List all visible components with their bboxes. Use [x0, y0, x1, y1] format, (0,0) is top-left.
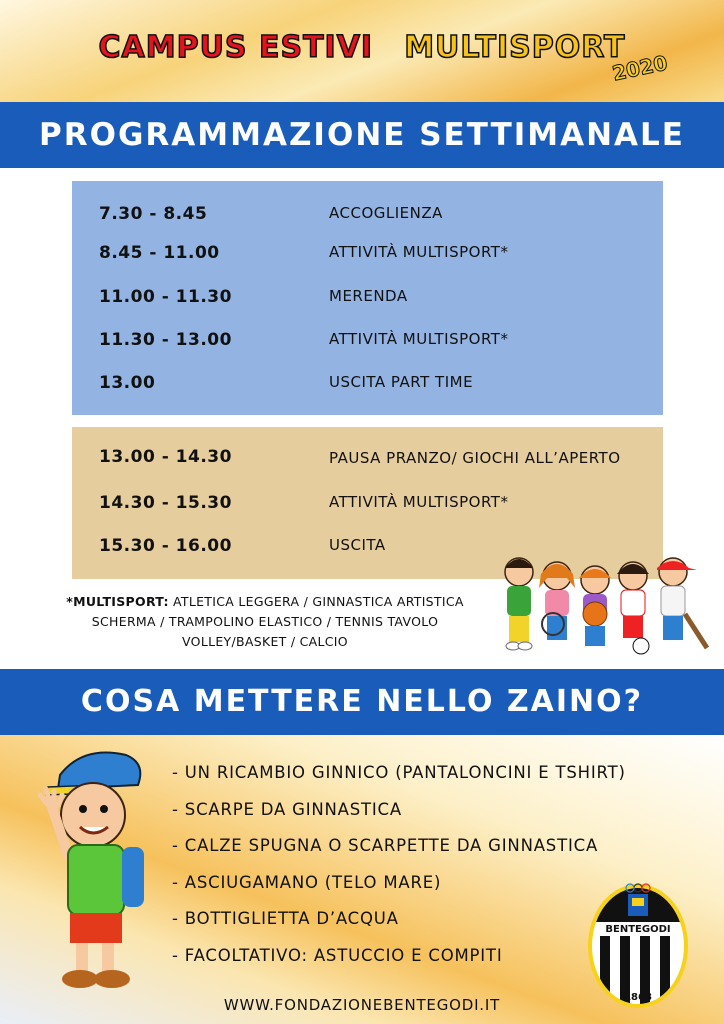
note-line: ATLETICA LEGGERA / GINNASTICA ARTISTICA — [173, 594, 464, 609]
bentegodi-logo — [586, 878, 690, 1010]
schedule-time: 14.30 - 15.30 — [99, 493, 232, 513]
title-year: 2020 — [610, 50, 670, 86]
title-campus-estivi: CAMPUS ESTIVI — [98, 30, 374, 65]
list-item: - ASCIUGAMANO (TELO MARE) — [172, 872, 442, 892]
kid-figure — [579, 566, 611, 646]
list-item: - BOTTIGLIETTA D’ACQUA — [172, 909, 399, 928]
note-label: *MULTISPORT: — [66, 594, 169, 609]
title-multisport: MULTISPORT — [404, 30, 626, 65]
backpack-list — [172, 763, 626, 982]
schedule-activity: USCITA — [329, 536, 386, 554]
schedule-time: 8.45 - 11.00 — [99, 243, 220, 263]
schedule-time: 7.30 - 8.45 — [99, 204, 208, 224]
boy-illustration — [38, 745, 163, 995]
kid-figure — [539, 562, 575, 640]
schedule-activity: USCITA PART TIME — [329, 373, 474, 391]
schedule-activity: MERENDA — [329, 287, 408, 305]
list-item: - CALZE SPUGNA O SCARPETTE DA GINNASTICA — [172, 836, 599, 855]
schedule-time: 13.00 — [99, 373, 156, 393]
note-line: VOLLEY/BASKET / CALCIO — [182, 634, 348, 649]
schedule-time: 11.30 - 13.00 — [99, 330, 232, 350]
schedule-time: 13.00 - 14.30 — [99, 447, 232, 467]
schedule-activity: ACCOGLIENZA — [329, 204, 443, 222]
logo-year: 1868 — [624, 992, 652, 1003]
website-link[interactable]: WWW.FONDAZIONEBENTEGODI.IT — [223, 996, 501, 1014]
schedule-time: 15.30 - 16.00 — [99, 536, 232, 556]
morning-schedule-panel — [72, 181, 663, 415]
kids-illustration — [493, 552, 715, 662]
list-item: - UN RICAMBIO GINNICO (PANTALONCINI E TSHIRT) — [172, 763, 626, 782]
kid-figure — [657, 558, 707, 648]
schedule-activity: ATTIVITÀ MULTISPORT* — [329, 493, 509, 511]
logo-name: BENTEGODI — [605, 924, 671, 935]
kid-figure — [617, 562, 649, 654]
kid-figure — [505, 558, 533, 650]
list-item: - FACOLTATIVO: ASTUCCIO E COMPITI — [172, 945, 503, 965]
schedule-heading: PROGRAMMAZIONE SETTIMANALE — [0, 102, 724, 168]
schedule-time: 11.00 - 11.30 — [99, 287, 232, 307]
schedule-activity: PAUSA PRANZO/ GIOCHI ALL’APERTO — [329, 449, 621, 467]
note-line: SCHERMA / TRAMPOLINO ELASTICO / TENNIS TAVOLO — [91, 614, 439, 629]
schedule-activity: ATTIVITÀ MULTISPORT* — [329, 330, 509, 348]
schedule-activity: ATTIVITÀ MULTISPORT* — [329, 243, 509, 261]
backpack-heading: COSA METTERE NELLO ZAINO? — [0, 669, 724, 735]
multisport-note — [0, 592, 530, 652]
list-item: - SCARPE DA GINNASTICA — [172, 799, 402, 819]
